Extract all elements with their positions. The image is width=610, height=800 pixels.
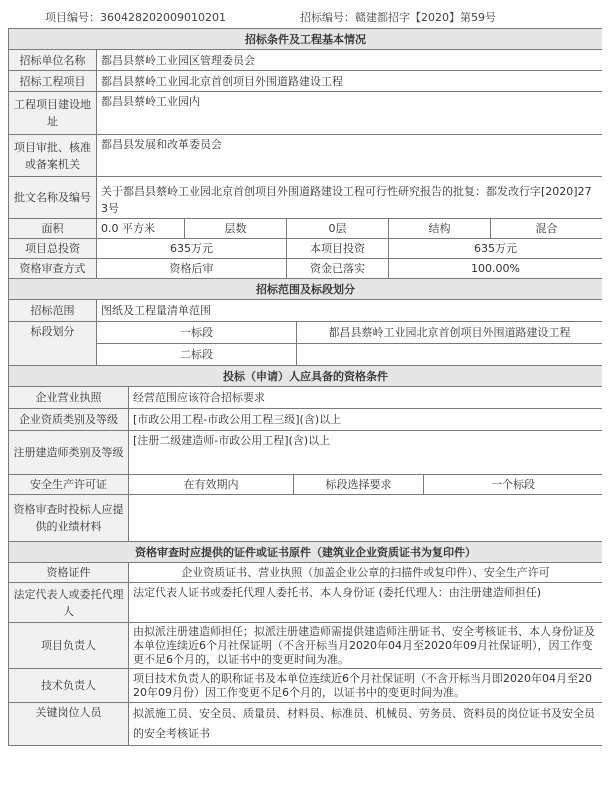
field-value: 项目技术负责人的职称证书及本单位连续近6个月社保证明（不含开标当月即2020年04月至2020年09月份）因工作变更不足6个月的，以证书中的变更时间为准。 [129, 669, 603, 703]
project-investment-value: 635万元 [389, 239, 603, 259]
bid-number: 招标编号：赣建都招字【2020】第59号 [300, 11, 496, 24]
field-value: 经营范围应该符合招标要求 [129, 387, 603, 409]
lot-1-name: 都昌县蔡岭工业园北京首创项目外围道路建设工程 [297, 322, 603, 344]
field-value: 关于都昌县蔡岭工业园北京首创项目外围道路建设工程可行性研究报告的批复：都发改行字[2020]273号 [97, 177, 603, 219]
field-label: 资格审查时投标人应提供的业绩材料 [9, 495, 129, 542]
area-value: 0.0 平方米 [97, 219, 185, 239]
field-label: 招标工程项目 [9, 71, 97, 92]
funding-value: 100.00% [389, 259, 603, 279]
field-label: 项目审批、核准或备案机关 [9, 135, 97, 177]
field-value: 法定代表人证书或委托代理人委托书、本人身份证 (委托代理人：由注册建造师担任) [129, 583, 603, 623]
section-basic-info [8, 28, 602, 279]
field-label: 法定代表人或委托代理人 [9, 583, 129, 623]
section-title: 投标（申请）人应具备的资格条件 [9, 366, 603, 387]
field-value: [注册二级建造师-市政公用工程](含)以上 [129, 431, 603, 475]
section-scope [8, 278, 602, 366]
area-label: 面积 [9, 219, 97, 239]
section-qualifications [8, 365, 602, 542]
field-label: 批文名称及编号 [9, 177, 97, 219]
total-investment-value: 635万元 [97, 239, 287, 259]
field-label: 工程项目建设地址 [9, 92, 97, 135]
field-label: 技术负责人 [9, 669, 129, 703]
field-label: 资格证件 [9, 563, 129, 583]
floors-value: 0层 [287, 219, 389, 239]
field-value: 都昌县蔡岭工业园区管理委员会 [97, 50, 603, 71]
field-value: 都昌县蔡岭工业园北京首创项目外围道路建设工程 [97, 71, 603, 92]
field-value: 企业资质证书、营业执照（加盖企业公章的扫描件或复印件）、安全生产许可 [129, 563, 603, 583]
project-investment-label: 本项目投资 [287, 239, 389, 259]
lot-2-name [297, 344, 603, 366]
funding-label: 资金已落实 [287, 259, 389, 279]
field-value: [市政公用工程-市政公用工程三级](含)以上 [129, 409, 603, 431]
section-title: 资格审查时应提供的证件或证书原件（建筑业企业资质证书为复印件） [9, 542, 603, 563]
total-investment-label: 项目总投资 [9, 239, 97, 259]
scope-value: 图纸及工程量清单范围 [97, 300, 603, 322]
field-value: 拟派施工员、安全员、质量员、材料员、标准员、机械员、劳务员、资料员的岗位证书及安全员的安全考核证书 [129, 703, 603, 746]
lot-2: 二标段 [97, 344, 297, 366]
review-method-label: 资格审查方式 [9, 259, 97, 279]
structure-label: 结构 [389, 219, 491, 239]
field-value: 都昌县发展和改革委员会 [97, 135, 603, 177]
division-label: 标段划分 [9, 322, 97, 366]
field-value: 都昌县蔡岭工业园内 [97, 92, 603, 135]
structure-value: 混合 [491, 219, 603, 239]
safety-license-value: 在有效期内 [129, 475, 294, 495]
scope-label: 招标范围 [9, 300, 97, 322]
safety-license-label: 安全生产许可证 [9, 475, 129, 495]
field-label: 企业营业执照 [9, 387, 129, 409]
field-label: 招标单位名称 [9, 50, 97, 71]
lot-1: 一标段 [97, 322, 297, 344]
section-title: 招标条件及工程基本情况 [9, 29, 603, 50]
field-value [129, 495, 603, 542]
field-label: 项目负责人 [9, 623, 129, 669]
lot-selection-label: 标段选择要求 [294, 475, 424, 495]
lot-selection-value: 一个标段 [424, 475, 603, 495]
field-label: 企业资质类别及等级 [9, 409, 129, 431]
project-number: 项目编号：360428202009010201 [45, 11, 226, 24]
section-documents [8, 541, 602, 746]
section-title: 招标范围及标段划分 [9, 279, 603, 300]
field-value: 由拟派注册建造师担任；拟派注册建造师需提供建造师注册证书、安全考核证书、本人身份证及本单位连续近6个月社保证明（不含开标当月2020年04月至2020年09月社保证明），因工作变更不足6个月的，以证书中的变更时间为准。 [129, 623, 603, 669]
field-label: 注册建造师类别及等级 [9, 431, 129, 475]
notice-table [8, 28, 602, 800]
floors-label: 层数 [185, 219, 287, 239]
field-label: 关键岗位人员 [9, 703, 129, 746]
review-method-value: 资格后审 [97, 259, 287, 279]
